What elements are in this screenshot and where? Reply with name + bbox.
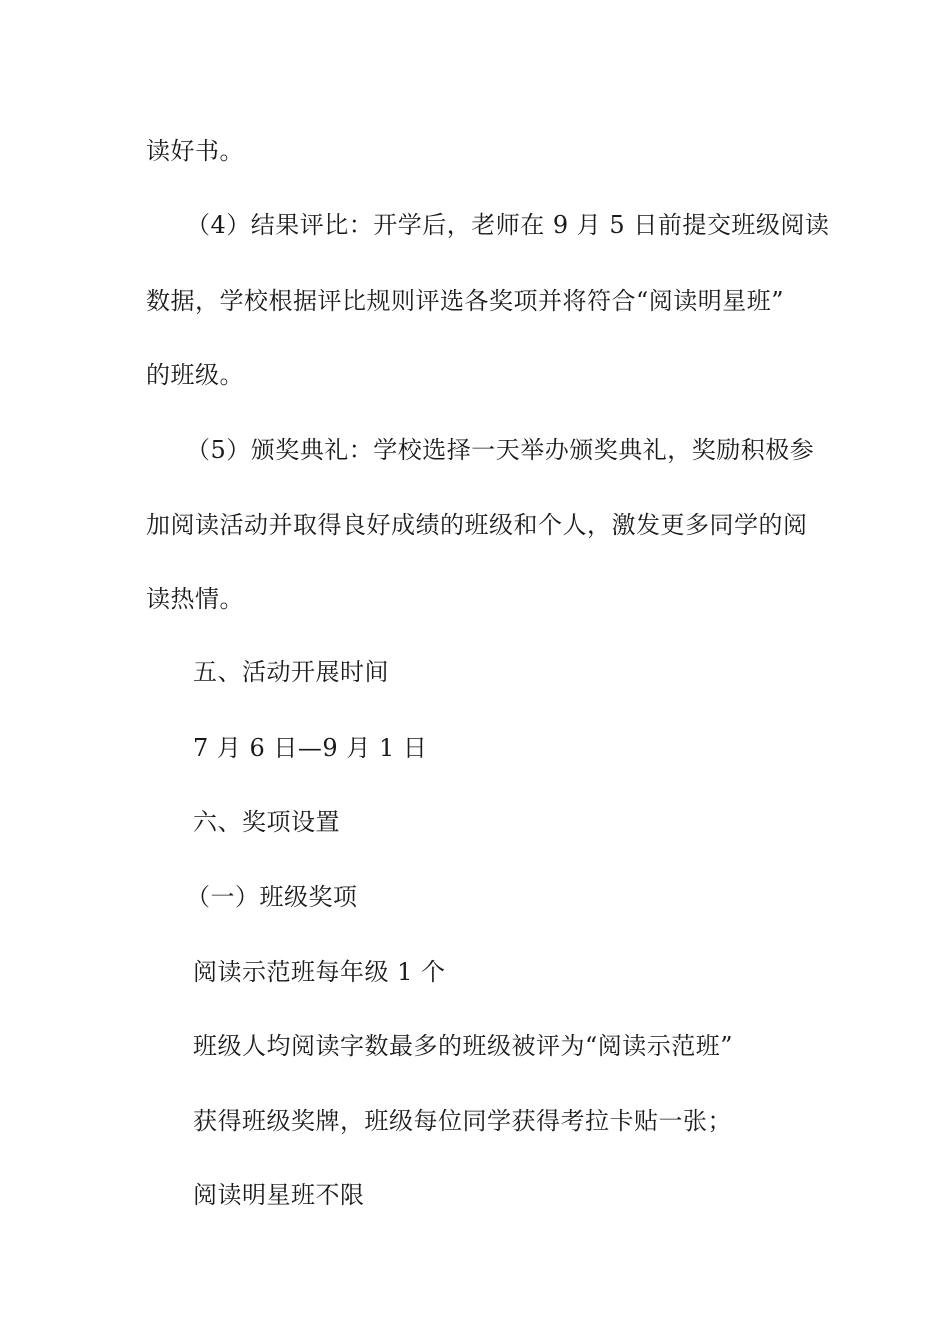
award-line-4: 阅读明星班不限	[193, 1181, 365, 1209]
paragraph-line-5: （5）颁奖典礼：学校选择一天举办颁奖典礼，奖励积极参	[186, 436, 815, 464]
paragraph-line-2: （4）结果评比：开学后，老师在 9 月 5 日前提交班级阅读	[186, 211, 830, 239]
section-heading-6: 六、奖项设置	[193, 808, 340, 836]
award-line-3: 获得班级奖牌，班级每位同学获得考拉卡贴一张；	[193, 1107, 732, 1135]
activity-dates: 7 月 6 日—9 月 1 日	[193, 734, 428, 762]
paragraph-line-3: 数据，学校根据评比规则评选各奖项并将符合“阅读明星班”	[146, 287, 785, 315]
paragraph-line-7: 读热情。	[146, 585, 244, 613]
paragraph-line-1: 读好书。	[146, 137, 244, 165]
subsection-heading-1: （一）班级奖项	[186, 883, 358, 911]
award-line-1: 阅读示范班每年级 1 个	[193, 958, 446, 986]
section-heading-5: 五、活动开展时间	[193, 658, 389, 686]
paragraph-line-6: 加阅读活动并取得良好成绩的班级和个人，激发更多同学的阅	[146, 511, 808, 539]
paragraph-line-4: 的班级。	[146, 361, 244, 389]
award-line-2: 班级人均阅读字数最多的班级被评为“阅读示范班”	[193, 1032, 734, 1060]
